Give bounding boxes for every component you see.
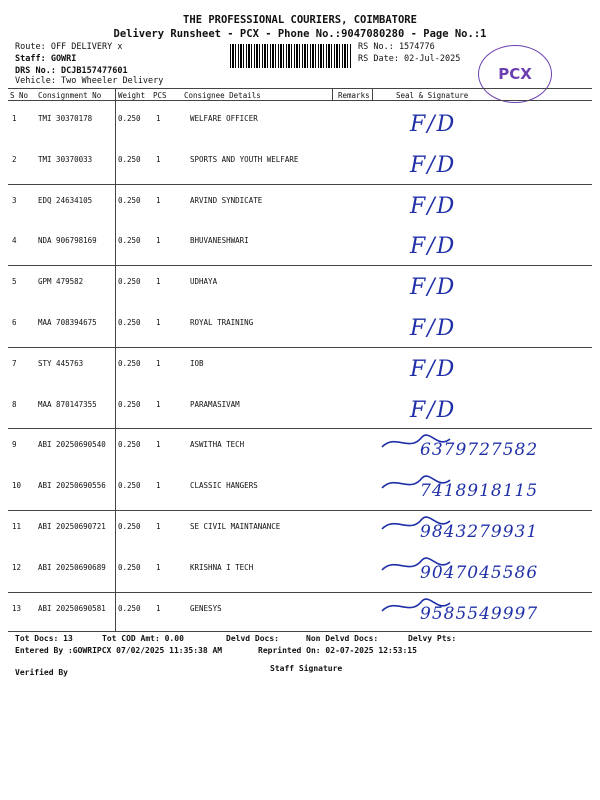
signature-text: F/D — [410, 356, 457, 382]
pieces: 1 — [156, 154, 161, 164]
non-delivered-docs: Non Delvd Docs: — [306, 634, 379, 643]
staff-label: Staff: GOWRI — [15, 54, 77, 64]
serial-number: 6 — [12, 318, 17, 327]
pieces: 1 — [156, 195, 161, 205]
handwritten-signature — [380, 221, 595, 266]
consignee-name: ROYAL TRAINING — [190, 318, 254, 327]
weight: 0.250 — [118, 481, 141, 491]
consignment-number: MAA 870147355 — [38, 399, 97, 409]
consignee-name: CLASSIC HANGERS — [190, 481, 258, 491]
consignee-name: BHUVANESHWARI — [190, 236, 249, 246]
consignee-name: PARAMASIVAM — [190, 399, 240, 409]
signature-text: F/D — [410, 397, 457, 423]
signature-text: F/D — [410, 316, 457, 341]
consignee-name: KRISHNA I TECH — [190, 562, 254, 572]
serial-number: 5 — [12, 277, 17, 287]
serial-number: 8 — [12, 399, 17, 409]
table-row — [0, 183, 600, 224]
consignee-name: SPORTS AND YOUTH WELFARE — [190, 154, 299, 164]
table-row — [0, 509, 600, 550]
pieces: 1 — [156, 358, 161, 368]
handwritten-signature — [380, 181, 595, 226]
pieces: 1 — [156, 562, 161, 572]
col-header-consignee: Consignee Details — [184, 91, 261, 100]
table-row — [0, 346, 600, 387]
signature-text: 6379727582 — [420, 440, 539, 461]
handwritten-signature — [380, 344, 595, 389]
table-row — [0, 142, 600, 183]
handwritten-signature — [380, 548, 595, 593]
weight: 0.250 — [118, 358, 141, 368]
handwritten-signature — [380, 425, 595, 470]
consignment-number: ABI 20250690556 — [38, 481, 106, 491]
verified-by: Verified By — [15, 668, 68, 677]
signature-text: F/D — [410, 193, 457, 219]
handwritten-signature — [380, 303, 595, 348]
serial-number: 1 — [12, 114, 17, 123]
serial-number: 12 — [12, 562, 22, 572]
col-header-sno: S No — [10, 91, 29, 100]
consignee-name: ARVIND SYNDICATE — [190, 195, 263, 205]
weight: 0.250 — [118, 318, 141, 327]
col-divider — [372, 88, 373, 100]
pieces: 1 — [156, 481, 161, 491]
pieces: 1 — [156, 277, 161, 287]
col-header-weight: Weight — [118, 91, 146, 100]
weight: 0.250 — [118, 562, 141, 572]
serial-number: 10 — [12, 481, 22, 491]
consignment-number: TMI 30370178 — [38, 114, 93, 123]
weight: 0.250 — [118, 114, 141, 123]
weight: 0.250 — [118, 522, 141, 531]
col-header-pcs: PCS — [153, 91, 167, 100]
consignee-name: SE CIVIL MAINTANANCE — [190, 522, 281, 531]
consignee-name: IOB — [190, 358, 204, 368]
col-divider — [332, 88, 333, 100]
consignment-number: ABI 20250690540 — [38, 440, 106, 450]
weight: 0.250 — [118, 399, 141, 409]
table-row — [0, 101, 600, 142]
company-title: THE PROFESSIONAL COURIERS, COIMBATORE — [183, 14, 417, 26]
signature-text: 9585549997 — [420, 603, 539, 624]
pieces: 1 — [156, 114, 161, 123]
drs-number: DRS No.: DCJB157477601 — [15, 66, 128, 76]
signature-text: F/D — [410, 234, 457, 260]
barcode — [230, 44, 352, 68]
pieces: 1 — [156, 440, 161, 450]
consignment-number: NDA 906798169 — [38, 236, 97, 246]
consignee-name: WELFARE OFFICER — [190, 114, 258, 123]
route-label: Route: OFF DELIVERY x — [15, 42, 123, 52]
table-bottom-line — [8, 631, 592, 632]
signature-text: F/D — [410, 275, 457, 301]
weight: 0.250 — [118, 603, 141, 613]
rs-number: RS No.: 1574776 — [358, 42, 435, 52]
col-header-signature: Seal & Signature — [396, 91, 469, 100]
handwritten-signature — [380, 385, 595, 430]
consignment-number: ABI 20250690721 — [38, 522, 106, 531]
signature-text: 7418918115 — [420, 481, 539, 502]
handwritten-signature — [380, 262, 595, 307]
consignment-number: ABI 20250690689 — [38, 562, 106, 572]
serial-number: 9 — [12, 440, 17, 450]
col-header-remarks: Remarks — [338, 91, 370, 100]
handwritten-signature — [380, 589, 595, 634]
table-row — [0, 305, 600, 346]
consignment-number: GPM 479582 — [38, 277, 84, 287]
pieces: 1 — [156, 522, 161, 531]
handwritten-signature — [380, 466, 595, 511]
weight: 0.250 — [118, 195, 141, 205]
handwritten-signature — [380, 140, 595, 185]
consignment-number: STY 445763 — [38, 358, 84, 368]
entered-by: Entered By :GOWRIPCX 07/02/2025 11:35:38 AM — [15, 646, 223, 655]
total-docs: Tot Docs: 13 — [15, 634, 73, 643]
serial-number: 13 — [12, 603, 22, 613]
runsheet-title: Delivery Runsheet - PCX - Phone No.:9047080280 - Page No.:1 — [113, 28, 487, 40]
reprinted-on: Reprinted On: 02-07-2025 12:53:15 — [258, 646, 417, 655]
handwritten-signature — [380, 507, 595, 552]
weight: 0.250 — [118, 277, 141, 287]
table-row — [0, 468, 600, 509]
vehicle-label: Vehicle: Two Wheeler Delivery — [15, 76, 164, 86]
weight: 0.250 — [118, 154, 141, 164]
signature-text: 9047045586 — [420, 562, 539, 583]
consignee-name: UDHAYA — [190, 277, 218, 287]
pieces: 1 — [156, 236, 161, 246]
pieces: 1 — [156, 399, 161, 409]
total-cod: Tot COD Amt: 0.00 — [102, 634, 184, 643]
consignment-number: ABI 20250690581 — [38, 603, 106, 613]
consignment-number: TMI 30370033 — [38, 154, 93, 164]
table-row — [0, 427, 600, 468]
pcx-stamp: PCX — [478, 45, 552, 103]
serial-number: 4 — [12, 236, 17, 246]
consignment-number: EDQ 24634105 — [38, 195, 93, 205]
table-row — [0, 591, 600, 632]
consignee-name: GENESYS — [190, 603, 222, 613]
table-row — [0, 223, 600, 264]
handwritten-signature — [380, 99, 595, 144]
delivered-docs: Delvd Docs: — [226, 634, 279, 643]
pieces: 1 — [156, 603, 161, 613]
pieces: 1 — [156, 318, 161, 327]
serial-number: 7 — [12, 358, 17, 368]
weight: 0.250 — [118, 440, 141, 450]
consignee-name: ASWITHA TECH — [190, 440, 245, 450]
delivery-points: Delvy Pts: — [408, 634, 457, 643]
serial-number: 11 — [12, 522, 22, 531]
staff-signature: Staff Signature — [270, 664, 343, 673]
table-row — [0, 387, 600, 428]
serial-number: 3 — [12, 195, 17, 205]
table-top-line — [8, 88, 592, 89]
rs-date: RS Date: 02-Jul-2025 — [358, 54, 461, 64]
signature-text: F/D — [410, 112, 457, 137]
consignment-number: MAA 708394675 — [38, 318, 97, 327]
signature-text: F/D — [410, 152, 457, 178]
serial-number: 2 — [12, 154, 17, 164]
table-row — [0, 550, 600, 591]
table-row — [0, 264, 600, 305]
col-header-consignment: Consignment No — [38, 91, 102, 100]
weight: 0.250 — [118, 236, 141, 246]
signature-text: 9843279931 — [420, 522, 539, 542]
